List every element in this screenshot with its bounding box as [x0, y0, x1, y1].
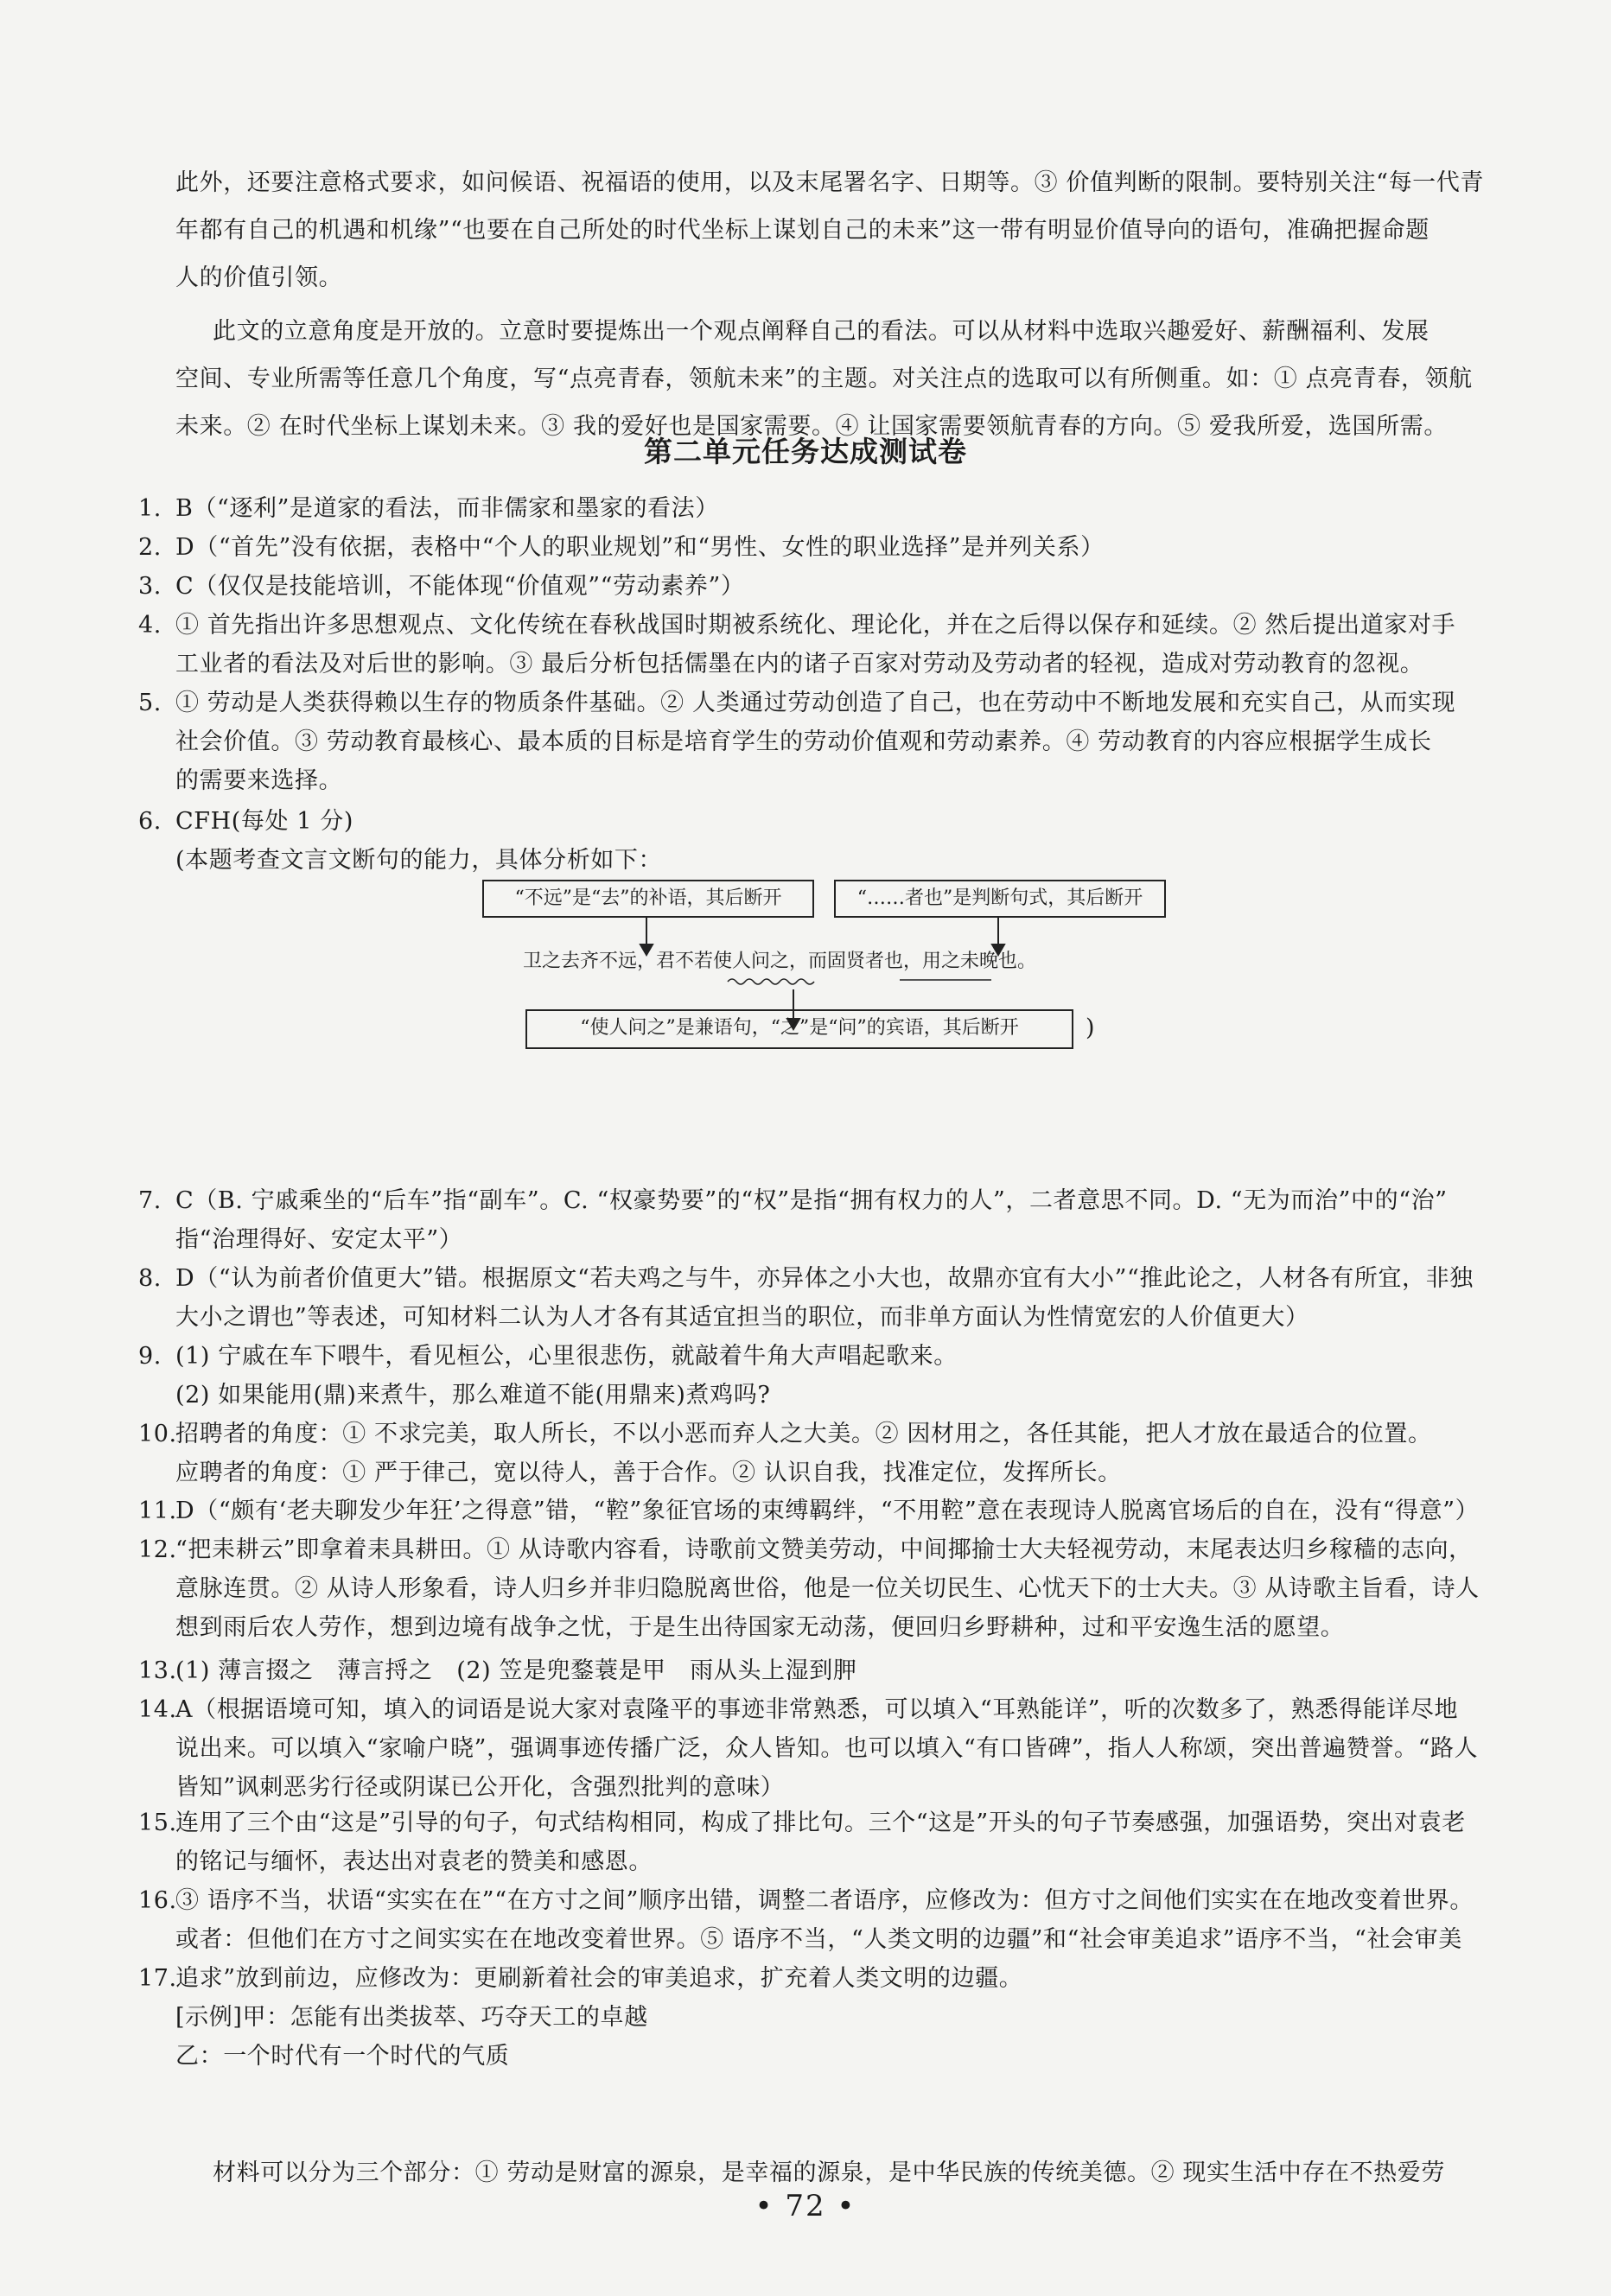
- answer-line: 应聘者的角度：① 严于律己，宽以待人，善于合作。② 认识自我，找准定位，发挥所长。: [175, 1460, 1122, 1486]
- answer-number: 6.: [138, 808, 162, 835]
- intro-line: 年都有自己的机遇和机缘”“也要在自己所处的时代坐标上谋划自己的未来”这一带有明显价值导向的语句，准确把握命题: [175, 217, 1430, 244]
- answer-number: 13.: [138, 1657, 177, 1684]
- diagram-box-2: “……者也”是判断句式，其后断开: [834, 880, 1166, 918]
- answer-line: 皆知”讽刺恶劣行径或阴谋已公开化，含强烈批判的意味）: [175, 1774, 785, 1801]
- answer-number: 5.: [138, 690, 162, 716]
- answer-line: 追求”放到前边，应修改为：更刷新着社会的审美追求，扩充着人类文明的边疆。: [175, 1965, 1023, 1992]
- answer-line: 连用了三个由“这是”引导的句子，句式结构相同，构成了排比句。三个“这是”开头的句子节奏感强，加强语势，突出对袁老: [175, 1809, 1466, 1836]
- final-paragraph: 材料可以分为三个部分：① 劳动是财富的源泉，是幸福的源泉，是中华民族的传统美德。② 现实生活中存在不热爱劳: [213, 2159, 1445, 2186]
- intro-line: 此文的立意角度是开放的。立意时要提炼出一个观点阐释自己的看法。可以从材料中选取兴趣爱好、薪酬福利、发展: [213, 318, 1430, 345]
- answer-line: 意脉连贯。② 从诗人形象看，诗人归乡并非归隐脱离世俗，他是一位关切民生、心忧天下的士大夫。③ 从诗歌主旨看，诗人: [175, 1575, 1480, 1602]
- answer-line: 或者：但他们在方寸之间实实在在地改变着世界。⑤ 语序不当，“人类文明的边疆”和“社会审美追求”语序不当，“社会审美: [175, 1926, 1462, 1953]
- answer-number: 12.: [138, 1536, 177, 1563]
- answer-line: 工业者的看法及对后世的影响。③ 最后分析包括儒墨在内的诸子百家对劳动及劳动者的轻视，造成对劳动教育的忽视。: [175, 651, 1424, 677]
- section-title: 第二单元任务达成测试卷: [644, 435, 967, 468]
- answer-line: ③ 语序不当，状语“实实在在”“在方寸之间”顺序出错，调整二者语序，应修改为：但方寸之间他们实实在在地改变着世界。: [175, 1887, 1474, 1914]
- diagram-box-3: “使人问之”是兼语句，“之”是“问”的宾语，其后断开: [525, 1009, 1073, 1049]
- diagram-close-paren: ): [1086, 1014, 1096, 1041]
- answer-number: 1.: [138, 495, 162, 522]
- classical-sentence: 卫之去齐不远，君不若使人问之，而固贤者也，用之未晚也。: [523, 951, 1037, 972]
- answer-number: 2.: [138, 534, 162, 561]
- answer-line: A（根据语境可知，填入的词语是说大家对袁隆平的事迹非常熟悉，可以填入“耳熟能详”，听的次数多了，熟悉得能详尽地: [175, 1696, 1459, 1723]
- page-number: • 72 •: [755, 2189, 856, 2223]
- answer-number: 15.: [138, 1809, 177, 1836]
- answer-line: (1) 薄言掇之 薄言捋之 (2) 笠是兜鍪蓑是甲 雨从头上湿到胛: [175, 1657, 857, 1684]
- answer-line: 乙：一个时代有一个时代的气质: [175, 2043, 510, 2070]
- diagram-box-1: “不远”是“去”的补语，其后断开: [482, 880, 814, 918]
- answer-line: ① 劳动是人类获得赖以生存的物质条件基础。② 人类通过劳动创造了自己，也在劳动中不断地发展和充实自己，从而实现: [175, 690, 1456, 716]
- intro-line: 此外，还要注意格式要求，如问候语、祝福语的使用，以及末尾署名字、日期等。③ 价值判断的限制。要特别关注“每一代青: [175, 169, 1484, 196]
- answer-number: 8.: [138, 1265, 162, 1292]
- answer-line: 招聘者的角度：① 不求完美，取人所长，不以小恶而弃人之大美。② 因材用之，各任其能，把人才放在最适合的位置。: [175, 1421, 1432, 1447]
- answer-line: 社会价值。③ 劳动教育最核心、最本质的目标是培育学生的劳动价值观和劳动素养。④ 劳动教育的内容应根据学生成长: [175, 728, 1432, 755]
- answer-line: C（仅仅是技能培训，不能体现“价值观”“劳动素养”）: [175, 573, 745, 600]
- answer-line: D（“颇有‘老夫聊发少年狂’之得意”错，“鞚”象征官场的束缚羁绊，“不用鞚”意在表现诗人脱离官场后的自在，没有“得意”）: [175, 1498, 1480, 1524]
- answer-line: 大小之谓也”等表述，可知材料二认为人才各有其适宜担当的职位，而非单方面认为性情宽宏的人价值更大）: [175, 1304, 1309, 1331]
- answer-line: 说出来。可以填入“家喻户晓”，强调事迹传播广泛，众人皆知。也可以填入“有口皆碑”，指人人称颂，突出普遍赞誉。“路人: [175, 1735, 1479, 1762]
- answer-number: 9.: [138, 1343, 162, 1370]
- answer-number: 7.: [138, 1187, 162, 1214]
- answer-line: C（B. 宁戚乘坐的“后车”指“副车”。C. “权豪势要”的“权”是指“拥有权力的人”，二者意思不同。D. “无为而治”中的“治”: [175, 1187, 1448, 1214]
- answer-line: 想到雨后农人劳作，想到边境有战争之忧，于是生出待国家无动荡，便回归乡野耕种，过和平安逸生活的愿望。: [175, 1614, 1345, 1641]
- answer-line: CFH(每处 1 分): [175, 808, 353, 835]
- answer-line: (1) 宁戚在车下喂牛，看见桓公，心里很悲伤，就敲着牛角大声唱起歌来。: [175, 1343, 958, 1370]
- answer-number: 10.: [138, 1421, 177, 1447]
- answer-number: 3.: [138, 573, 162, 600]
- answer-number: 17.: [138, 1965, 177, 1992]
- answer-line: ① 首先指出许多思想观点、文化传统在春秋战国时期被系统化、理论化，并在之后得以保存和延续。② 然后提出道家对手: [175, 612, 1456, 639]
- answer-line: B（“逐利”是道家的看法，而非儒家和墨家的看法）: [175, 495, 719, 522]
- answer-number: 11.: [138, 1498, 177, 1524]
- answer-line: (本题考查文言文断句的能力，具体分析如下：: [175, 847, 663, 874]
- answer-number: 16.: [138, 1887, 177, 1914]
- wavy-underline: [728, 979, 814, 984]
- answer-line: [示例]甲：怎能有出类拔萃、巧夺天工的卓越: [175, 2004, 648, 2031]
- answer-line: 的需要来选择。: [175, 767, 343, 794]
- answer-line: 指“治理得好、安定太平”）: [175, 1226, 463, 1253]
- intro-line: 未来。② 在时代坐标上谋划未来。③ 我的爱好也是国家需要。④ 让国家需要领航青春的方向。⑤ 爱我所爱，选国所需。: [175, 413, 1448, 440]
- intro-line: 空间、专业所需等任意几个角度，写“点亮青春，领航未来”的主题。对关注点的选取可以有所侧重。如：① 点亮青春，领航: [175, 366, 1473, 392]
- answer-line: “把耒耕云”即拿着耒具耕田。① 从诗歌内容看，诗歌前文赞美劳动，中间揶揄士大夫轻视劳动，末尾表达归乡稼穑的志向，: [175, 1536, 1473, 1563]
- intro-line: 人的价值引领。: [175, 264, 343, 291]
- answer-line: (2) 如果能用(鼎)来煮牛，那么难道不能(用鼎来)煮鸡吗?: [175, 1382, 771, 1409]
- answer-line: D（“认为前者价值更大”错。根据原文“若夫鸡之与牛，亦异体之小大也，故鼎亦宜有大小”“推此论之，人材各有所宜，非独: [175, 1265, 1474, 1292]
- answer-number: 4.: [138, 612, 162, 639]
- answer-line: D（“首先”没有依据，表格中“个人的职业规划”和“男性、女性的职业选择”是并列关系）: [175, 534, 1105, 561]
- answer-line: 的铭记与缅怀，表达出对袁老的赞美和感恩。: [175, 1848, 653, 1875]
- answer-number: 14.: [138, 1696, 177, 1723]
